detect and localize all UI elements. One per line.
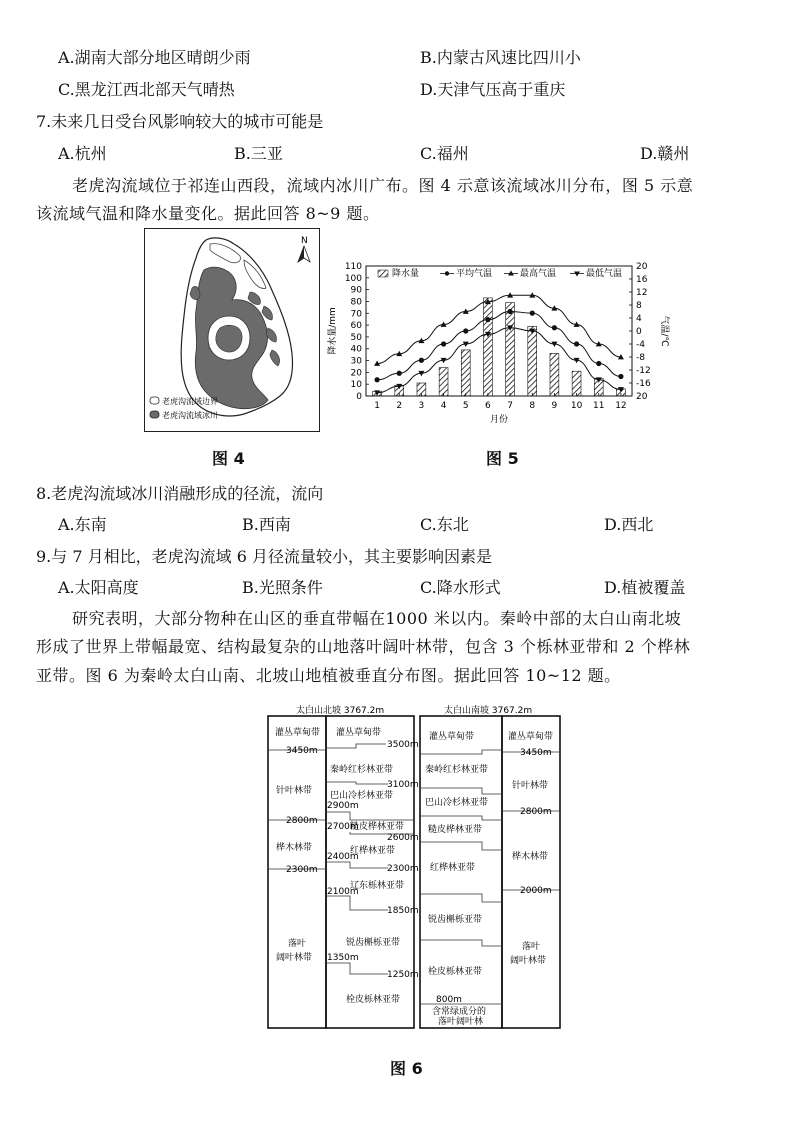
s-inner-top: 灌丛草甸带 [429,732,475,742]
y-right-tick-label: 12 [636,288,648,298]
precip-bar [572,371,581,396]
precip-bar [461,350,470,396]
legend-max-marker [508,271,514,276]
x-tick-label: 10 [570,401,583,411]
n-outer-band1: 针叶林带 [276,786,313,796]
y-left-tick-label: 100 [344,273,362,284]
y-left-tick-label: 30 [350,356,362,367]
n-inner-s7: 栓皮栎林亚带 [346,995,401,1005]
avg-temp-point [596,361,601,366]
precip-bar [550,353,559,396]
n-outer-2800: 2800m [286,816,318,826]
north-slope-title: 太白山北坡 3767.2m [296,706,385,716]
n-outer-2300: 2300m [286,865,318,875]
y-right-tick-label: 16 [636,275,648,285]
x-tick-label: 7 [507,401,513,411]
s-inner-s5: 锐齿槲栎亚带 [428,915,483,925]
s-outer-band3-l1: 落叶 [522,942,541,952]
x-tick-label: 11 [593,401,605,411]
x-tick-label: 9 [551,401,558,411]
n-inner-s3: 糙皮桦林亚带 [350,822,405,832]
y-left-tick-label: 80 [350,297,362,308]
avg-temp-point [530,311,535,316]
avg-temp-point [485,317,490,322]
legend-precip-swatch [378,270,388,277]
legend-glacier-label: 老虎沟流域冰川 [162,411,218,420]
y-right-tick-label: -16 [636,379,651,389]
n-outer-band3-l2: 阔叶林带 [276,953,313,963]
n-outer-band3-l1: 落叶 [288,939,307,949]
legend-label: 降水量 [392,269,420,279]
legend-min-marker [574,272,580,277]
y-right-tick-label: 8 [636,301,642,311]
n-inner-top: 灌丛草甸带 [336,728,382,738]
s-outer-band3-l2: 阔叶林带 [510,956,547,966]
n-inner-s4: 红桦林亚带 [350,846,396,856]
legend-avg-marker [445,271,449,275]
n-inner-1850: 1850m [387,906,419,916]
s-inner-bottom-l1: 含常绿成分的 [432,1007,487,1017]
avg-temp-point [574,341,579,346]
y-right-tick-label: -12 [636,366,651,376]
q9-option-b: B.光照条件 [242,578,323,597]
q6-option-a: A.湖南大部分地区晴朗少雨 [58,48,251,67]
avg-temp-point [397,371,402,376]
y-right-tick-label: 20 [636,262,648,272]
n-inner-s1: 秦岭红杉林亚带 [330,765,394,775]
y-left-tick-label: 70 [350,309,362,320]
y-right-tick-label: -8 [636,353,645,363]
para1-line1: 老虎沟流域位于祁连山西段，流域内冰川广布。图 4 示意该流域冰川分布，图 5 示意 [72,176,694,195]
n-inner-s6: 锐齿槲栎亚带 [346,938,401,948]
q8-option-b: B.西南 [242,515,291,534]
y-left-tick-label: 20 [350,368,362,379]
s-inner-bottom-l2: 落叶阔叶林 [438,1017,484,1027]
x-tick-label: 4 [440,401,447,411]
q9-option-d: D.植被覆盖 [604,578,686,597]
n-inner-2900: 2900m [327,801,359,811]
y-right-tick-label: 0 [636,327,642,337]
s-outer-top: 灌丛草甸带 [508,732,554,742]
y-left-tick-label: 110 [344,262,362,272]
s-outer-3450: 3450m [520,748,552,758]
n-inner-s2: 巴山冷杉林亚带 [330,791,394,801]
figure-5-chart [326,256,672,432]
n-inner-3100: 3100m [387,780,419,790]
n-outer-top: 灌丛草甸带 [275,728,321,738]
y-left-tick-label: 90 [350,285,362,296]
avg-temp-point [374,377,379,382]
avg-temp-point [618,374,623,379]
n-inner-2600: 2600m [387,833,419,843]
para2-line2: 形成了世界上带幅最宽、结构最复杂的山地落叶阔叶林带，包含 3 个栎林亚带和 2 个桦林 [36,637,691,656]
n-inner-2300: 2300m [387,864,419,874]
y-left-tick-label: 40 [350,344,362,355]
y-left-axis-label: 降水量/mm [328,307,338,355]
y-right-axis-label: 气温/℃ [659,315,669,347]
figure-4-map [144,228,320,432]
q7-option-b: B.三亚 [234,144,283,163]
temp-line-0 [377,312,621,380]
s-inner-800: 800m [436,995,462,1005]
n-inner-1350: 1350m [327,953,359,963]
s-inner-s6: 栓皮栎林亚带 [428,967,483,977]
avg-temp-point [552,325,557,330]
q7-stem: 7.未来几日受台风影响较大的城市可能是 [36,112,324,131]
q8-option-a: A.东南 [58,515,107,534]
precip-bar [528,326,537,396]
n-inner-2700: 2700m [327,822,359,832]
x-tick-label: 5 [462,401,469,411]
avg-temp-point [507,309,512,314]
figure-4-caption: 图 4 [212,449,245,468]
para2-line1: 研究表明，大部分物种在山区的垂直带幅在1000 米以内。秦岭中部的太白山南北坡 [72,609,682,628]
s-outer-2800: 2800m [520,807,552,817]
x-axis-label: 月份 [489,415,509,425]
x-tick-label: 8 [529,401,536,411]
q8-option-d: D.西北 [604,515,654,534]
legend-glacier-icon [150,411,159,418]
s-outer-2000: 2000m [520,886,552,896]
y-left-tick-label: 10 [350,380,362,391]
n-outer-3450: 3450m [286,746,318,756]
y-left-tick-label: 60 [350,321,362,332]
south-slope-title: 太白山南坡 3767.2m [444,706,533,716]
s-inner-s1: 秦岭红杉林亚带 [425,765,489,775]
para1-line2: 该流域气温和降水量变化。据此回答 8~9 题。 [36,204,380,223]
legend-boundary-icon [150,397,159,404]
temp-line-1 [377,295,621,363]
x-tick-label: 2 [396,401,403,411]
q7-option-d: D.赣州 [640,144,690,163]
n-inner-3500: 3500m [387,740,419,750]
para2-line3: 亚带。图 6 为秦岭太白山南、北坡山地植被垂直分布图。据此回答 10~12 题。 [36,666,621,685]
avg-temp-point [463,328,468,333]
q9-option-a: A.太阳高度 [58,578,139,597]
n-inner-s5: 辽东栎林亚带 [350,881,405,891]
s-outer-band1: 针叶林带 [512,781,549,791]
precip-bar [506,303,515,396]
q6-option-b: B.内蒙古风速比四川小 [420,48,581,67]
legend-label: 平均气温 [456,269,493,279]
n-inner-1250: 1250m [387,970,419,980]
temp-line-2 [377,328,621,393]
x-tick-label: 6 [485,401,491,411]
q9-stem: 9.与 7 月相比，老虎沟流域 6 月径流量较小，其主要影响因素是 [36,547,492,566]
x-tick-label: 12 [615,401,627,411]
legend-label: 最低气温 [586,269,623,279]
s-inner-s3: 糙皮桦林亚带 [428,825,483,835]
x-tick-label: 3 [418,401,425,411]
legend-label: 最高气温 [520,269,557,279]
y-left-tick-label: 0 [356,392,362,402]
figure-6-caption: 图 6 [390,1059,423,1078]
n-inner-2100: 2100m [327,887,359,897]
y-right-tick-label: 20 [636,392,648,402]
q7-option-c: C.福州 [420,144,469,163]
avg-temp-point [441,341,446,346]
avg-temp-point [419,358,424,363]
y-right-tick-label: -4 [636,340,645,350]
n-inner-2400: 2400m [327,852,359,862]
q9-option-c: C.降水形式 [420,578,501,597]
y-right-tick-label: 4 [636,314,642,324]
figure-6-diagram [266,702,562,1032]
q7-option-a: A.杭州 [58,144,107,163]
q8-stem: 8.老虎沟流域冰川消融形成的径流，流向 [36,484,324,503]
legend-boundary-label: 老虎沟流域边界 [162,397,218,406]
q8-option-c: C.东北 [420,515,469,534]
n-outer-band2: 桦木林带 [276,843,313,853]
q6-option-d: D.天津气压高于重庆 [420,80,566,99]
y-left-tick-label: 50 [350,332,362,343]
s-inner-s2: 巴山冷杉林亚带 [425,798,489,808]
north-label: N [301,236,308,246]
precip-bar [483,298,492,396]
precip-bar [439,368,448,396]
s-outer-band2: 桦木林带 [512,852,549,862]
x-tick-label: 1 [374,401,380,411]
s-inner-s4: 红桦林亚带 [430,863,476,873]
figure-5-caption: 图 5 [486,449,519,468]
q6-option-c: C.黑龙江西北部天气晴热 [58,80,235,99]
